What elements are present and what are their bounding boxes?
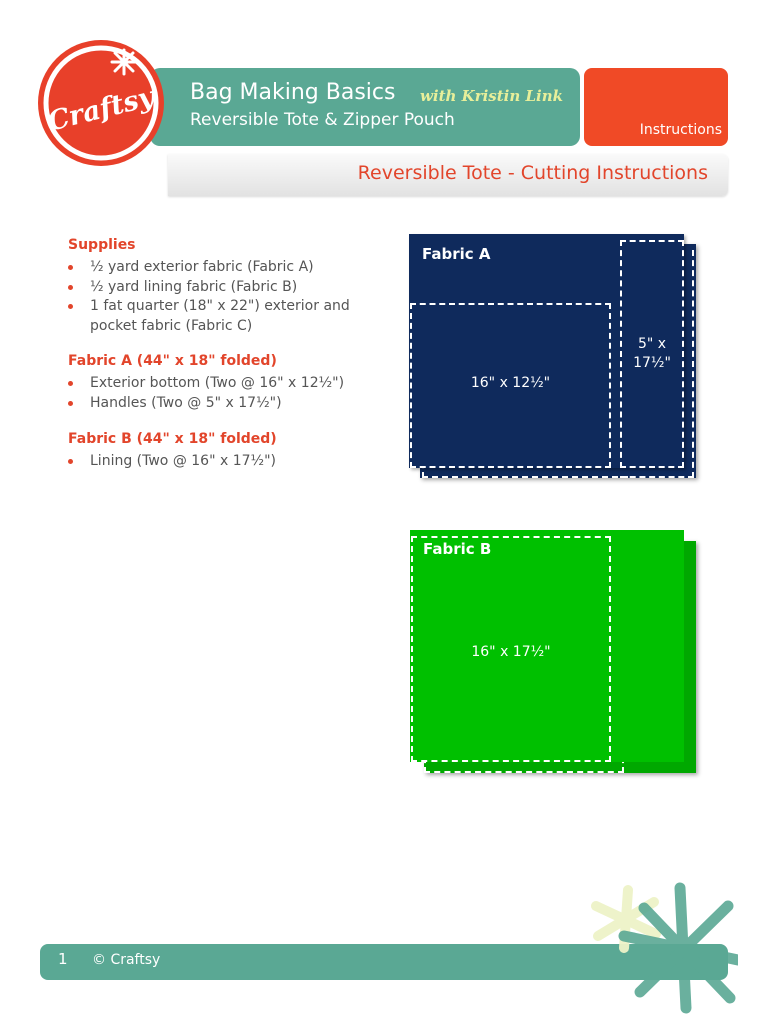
copyright: © Craftsy xyxy=(92,952,161,968)
list-item: ½ yard exterior fabric (Fabric A) xyxy=(68,258,368,278)
course-title: Bag Making Basics xyxy=(190,80,396,105)
list-item-continuation: pocket fabric (Fabric C) xyxy=(90,317,253,334)
list-item: ½ yard lining fabric (Fabric B) xyxy=(68,278,368,298)
fabric-b-heading: Fabric B (44" x 18" folded) xyxy=(68,431,277,447)
handle-dimension-line2: 17½" xyxy=(633,355,671,371)
page-number: 1 xyxy=(58,950,68,968)
fabric-a-handle-dimension xyxy=(620,335,684,373)
page-heading: Reversible Tote - Cutting Instructions xyxy=(357,162,708,184)
course-subtitle: Reversible Tote & Zipper Pouch xyxy=(190,110,455,130)
instructor-name: with Kristin Link xyxy=(420,87,564,105)
section-tab xyxy=(584,68,728,146)
section-tab-label: Instructions xyxy=(639,122,722,138)
list-item: Handles (Two @ 5" x 17½") xyxy=(68,394,368,414)
supplies-list xyxy=(68,258,368,336)
craftsy-logo xyxy=(36,38,166,168)
fabric-a-heading: Fabric A (44" x 18" folded) xyxy=(68,353,277,369)
supplies-heading: Supplies xyxy=(68,237,136,253)
asterisk-decoration xyxy=(588,880,738,1014)
list-item: Exterior bottom (Two @ 16" x 12½") xyxy=(68,374,368,394)
logo-wordmark: Craftsy xyxy=(44,81,158,138)
handle-dimension-line1: 5" x xyxy=(637,336,667,352)
fabric-b-list xyxy=(68,452,368,472)
fabric-a-exterior-dimension: 16" x 12½" xyxy=(470,375,551,391)
list-item: 1 fat quarter (18" x 22") exterior and xyxy=(68,297,368,317)
fabric-b-lining-dimension: 16" x 17½" xyxy=(471,644,551,660)
fabric-a-list xyxy=(68,374,368,413)
fabric-b-label: Fabric B xyxy=(423,540,492,558)
page-heading-bar xyxy=(168,154,728,196)
fabric-a-label: Fabric A xyxy=(422,245,491,263)
list-item: Lining (Two @ 16" x 17½") xyxy=(68,452,368,472)
